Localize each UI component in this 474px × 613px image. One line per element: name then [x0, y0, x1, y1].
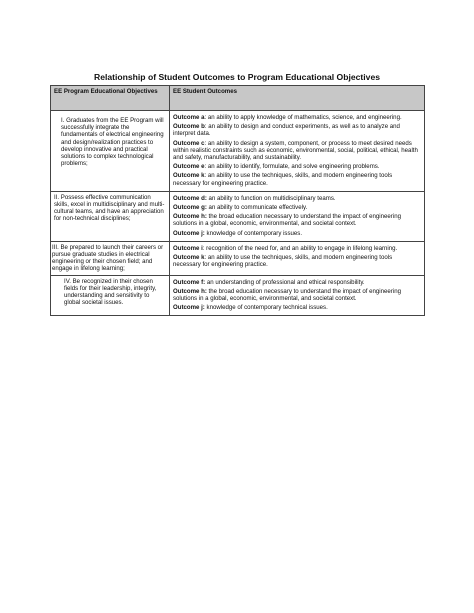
outcome-item — [173, 172, 421, 186]
outcome-text: knowledge of contemporary technical issues. — [204, 304, 328, 312]
outcome-label: Outcome f: — [173, 278, 206, 286]
outcomes-cell — [170, 191, 425, 241]
objective-cell: III. Be prepared to launch their careers or pursue graduate studies in electrical engineering or their chosen field; and engage in lifelong learning; — [51, 241, 170, 275]
outcome-item — [173, 245, 421, 252]
outcome-label: Outcome e — [173, 163, 205, 171]
outcome-item — [173, 204, 421, 211]
outcome-item — [173, 254, 421, 268]
outcome-label: Outcome b — [173, 123, 205, 131]
outcome-text: : an ability to design and conduct experiments, as well as to analyze and interpret data. — [173, 123, 400, 138]
objective-cell: I. Graduates from the EE Program will successfully integrate the fundamentals of electrical engineering and design/realization practices to develop innovative and practical solutions to complex technological problems; — [51, 111, 170, 192]
table-row — [51, 241, 425, 275]
outcome-text: : an ability to use the techniques, skills, and modern engineering tools necessary for engineering practice. — [173, 254, 393, 269]
outcome-item — [173, 230, 421, 237]
outcome-item — [173, 114, 421, 121]
outcome-item — [173, 195, 421, 202]
table-row — [51, 191, 425, 241]
outcomes-table — [50, 85, 425, 316]
outcome-text: knowledge of contemporary issues. — [204, 229, 303, 237]
outcome-label: Outcome j: — [173, 229, 205, 237]
table-header-row — [51, 86, 425, 111]
outcome-label: Outcome g: — [173, 204, 207, 212]
outcomes-cell — [170, 111, 425, 192]
outcome-label: Outcome h: — [173, 287, 207, 295]
outcome-label: Outcome i — [173, 244, 203, 252]
outcome-text: : an ability to design a system, component, or process to meet desired needs within realistic constraints such as economic, environmental, social, political, ethical, health and safety, manufacturability, and sustainability. — [173, 139, 418, 162]
outcome-label: Outcome k — [173, 172, 205, 180]
outcome-text: the broad education necessary to understand the impact of engineering solutions in a global, economic, environmental, and societal context. — [173, 287, 401, 303]
objective-cell: II. Possess effective communication skills, excel in multidisciplinary and multi-cultural teams, and have an appreciation for non-technical disciplines; — [51, 191, 170, 241]
outcome-text: : an ability to identify, formulate, and solve engineering problems. — [204, 163, 380, 171]
outcomes-cell — [170, 241, 425, 275]
outcome-text: : an ability to apply knowledge of mathematics, science, and engineering. — [204, 114, 402, 121]
outcome-item — [173, 123, 421, 137]
header-objectives: EE Program Educational Objectives — [51, 86, 170, 111]
outcome-label: Outcome a — [173, 114, 205, 121]
header-outcomes: EE Student Outcomes — [170, 86, 425, 111]
outcome-label: Outcome j: — [173, 304, 205, 312]
outcome-item — [173, 304, 421, 311]
table-row — [51, 275, 425, 316]
outcome-text: : recognition of the need for, and an ability to engage in lifelong learning. — [202, 244, 398, 252]
outcome-item — [173, 163, 421, 170]
outcome-label: Outcome d: — [173, 194, 207, 202]
outcome-text: an ability to function on multidisciplinary teams. — [206, 194, 336, 202]
page-title: Relationship of Student Outcomes to Program Educational Objectives — [93, 72, 381, 82]
outcome-item — [173, 140, 421, 162]
objective-cell: IV. Be recognized in their chosen fields for their leadership, integrity, understanding and sensitivity to global societal issues. — [51, 275, 170, 316]
outcome-item — [173, 213, 421, 227]
outcome-label: Outcome k — [173, 254, 205, 262]
outcome-text: an understanding of professional and ethical responsibility. — [205, 278, 365, 286]
outcome-text: : an ability to use the techniques, skills, and modern engineering tools necessary for engineering practice. — [173, 172, 393, 187]
outcome-item — [173, 279, 421, 286]
outcome-text: the broad education necessary to understand the impact of engineering solutions in a global, economic, environmental, and societal context. — [173, 213, 401, 228]
outcome-item — [173, 288, 421, 302]
outcome-label: Outcome h: — [173, 213, 207, 221]
outcome-text: an ability to communicate effectively. — [206, 204, 308, 212]
table-row — [51, 111, 425, 192]
outcomes-cell — [170, 275, 425, 316]
outcome-label: Outcome c — [173, 139, 205, 147]
